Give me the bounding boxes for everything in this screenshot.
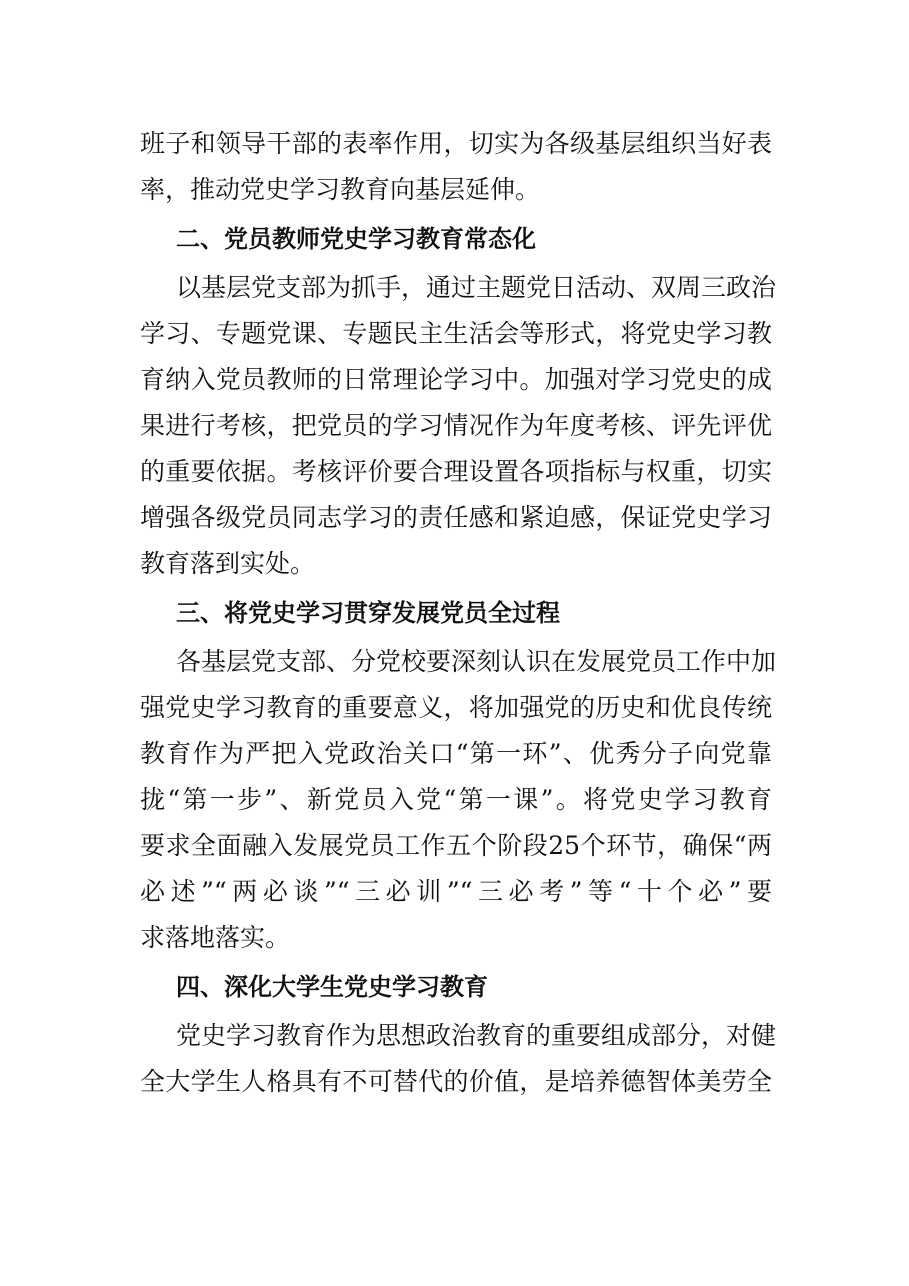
section-heading-2: 二、党员教师党史学习教育常态化	[176, 225, 536, 253]
section-heading-3: 三、将党史学习贯穿发展党员全过程	[176, 599, 560, 627]
text-line: 教育作为严把入党政治关口“第一环”、优秀分子向党靠	[140, 739, 772, 768]
text-line: 率，推动党史学习教育向基层延伸。	[140, 175, 541, 204]
text-line: 各基层党支部、分党校要深刻认识在发展党员工作中加	[176, 647, 777, 676]
text-line: 强党史学习教育的重要意义，将加强党的历史和优良传统	[140, 693, 772, 722]
text-line: 党史学习教育作为思想政治教育的重要组成部分，对健	[176, 1021, 777, 1050]
text-line: 班子和领导干部的表率作用，切实为各级基层组织当好表	[140, 129, 772, 158]
text-line: 学习、专题党课、专题民主生活会等形式，将党史学习教	[140, 319, 772, 348]
text-line: 全大学生人格具有不可替代的价值，是培养德智体美劳全	[140, 1067, 772, 1096]
text-line: 以基层党支部为抓手，通过主题党日活动、双周三政治	[176, 273, 777, 302]
document-body	[140, 121, 777, 1105]
paragraph-section-3	[140, 639, 777, 961]
text-line: 的重要依据。考核评价要合理设置各项指标与权重，切实	[140, 457, 772, 486]
text-line: 必述”“两必谈”“三必训”“三必考”等“十个必”要	[140, 877, 772, 906]
text-line: 拢“第一步”、新党员入党“第一课”。将党史学习教育	[140, 785, 772, 814]
text-line: 教育落到实处。	[140, 549, 316, 578]
paragraph-section-2	[140, 265, 777, 587]
paragraph-intro	[140, 121, 772, 213]
text-line: 增强各级党员同志学习的责任感和紧迫感，保证党史学习	[140, 503, 772, 532]
paragraph-section-4	[140, 1013, 777, 1105]
text-line: 育纳入党员教师的日常理论学习中。加强对学习党史的成	[140, 365, 772, 394]
text-line: 求落地落实。	[140, 923, 291, 952]
text-line: 要求全面融入发展党员工作五个阶段25个环节，确保“两	[140, 831, 772, 860]
section-heading-4: 四、深化大学生党史学习教育	[176, 973, 488, 1001]
text-line: 果进行考核，把党员的学习情况作为年度考核、评先评优	[140, 411, 772, 440]
